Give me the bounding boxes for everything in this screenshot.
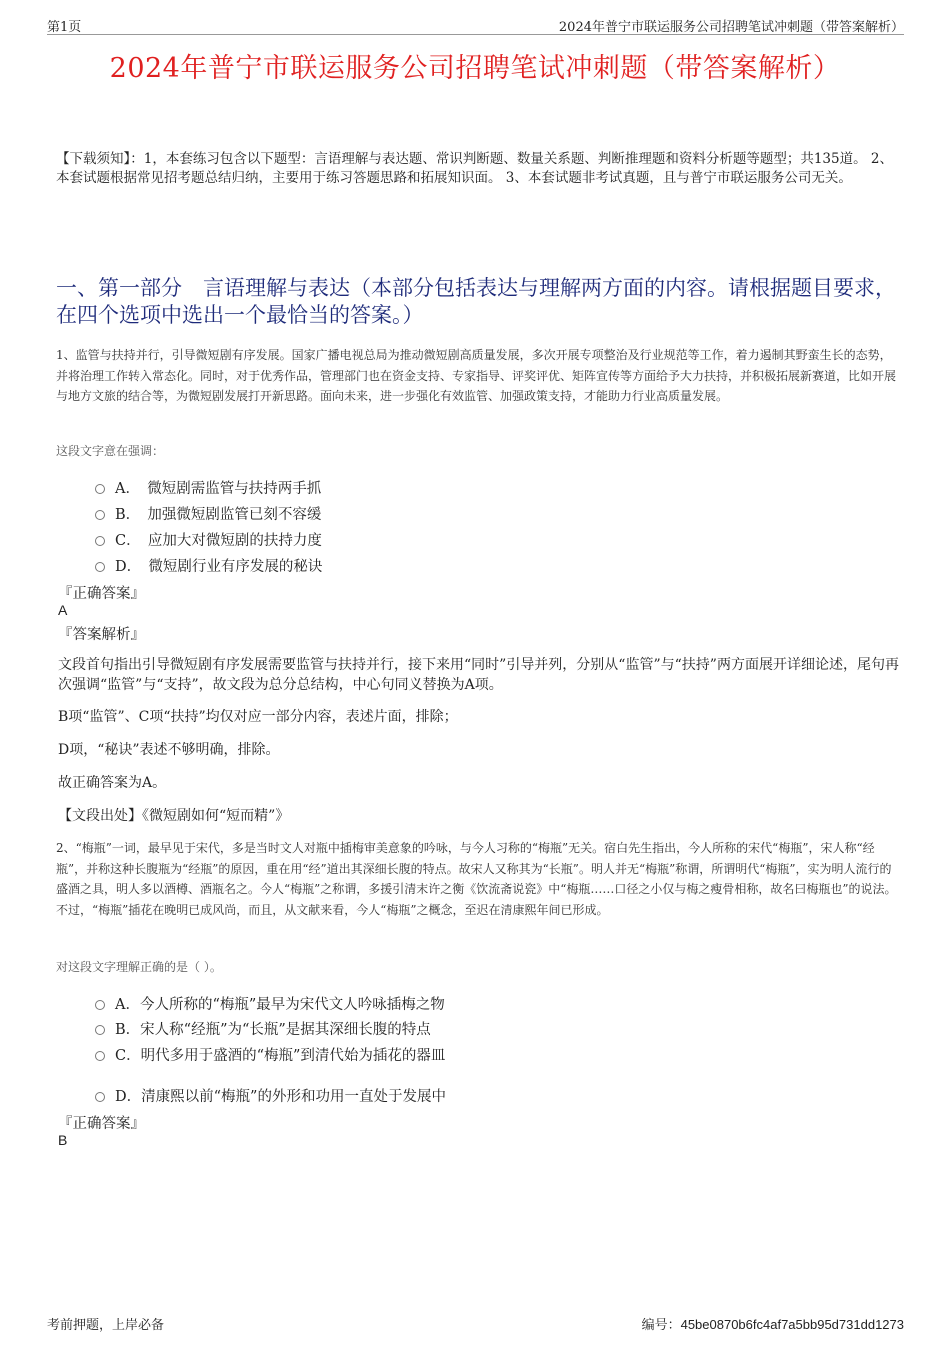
q1-correct-answer: A xyxy=(58,602,68,618)
footer-code xyxy=(642,1314,904,1333)
option-label: B． 加强微短剧监管已刻不容缓 xyxy=(115,507,322,523)
download-notice: 【下载须知】：1，本套练习包含以下题型：言语理解与表达题、常识判断题、数量关系题、判断推理题和资料分析题等题型；共135道。 2、本套试题根据常见招考题总结归纳，主要用于练习答题思路和拓展知识面。 3、本套试题非考试真题，且与普宁市联运服务公司无关。 xyxy=(56,151,893,186)
q2-passage: 2、“梅瓶”一词，最早见于宋代，多是当时文人对瓶中插梅审美意象的吟咏，与今人习称的“梅瓶”无关。宿白先生指出，今人所称的宋代“梅瓶”，宋人称“经瓶”，并称这种长腹瓶为“经瓶”的原因，重在用“经”道出其深细长腹的特点。故宋人又称其为“长瓶”。明人并无“梅瓶”称谓，所谓明代“梅瓶”，实为明人流行的盛酒之具，明人多以酒樽、酒瓶名之。今人“梅瓶”之称谓，多援引清末许之衡《饮流斋说瓷》中“梅瓶……口径之小仅与梅之瘦骨相称，故名曰梅瓶也”的说法。不过，“梅瓶”插花在晚明已成风尚，而且，从文献来看，今人“梅瓶”之概念，至迟在清康熙年间已形成。 xyxy=(56,841,897,917)
q2-option-c[interactable] xyxy=(95,1044,445,1065)
radio-icon[interactable] xyxy=(95,562,105,572)
radio-icon[interactable] xyxy=(95,1025,105,1035)
option-label: C．明代多用于盛酒的“梅瓶”到清代始为插花的器皿 xyxy=(115,1048,446,1064)
q1-option-a[interactable] xyxy=(95,477,321,498)
option-label: C． 应加大对微短剧的扶持力度 xyxy=(115,533,322,549)
option-label: D． 微短剧行业有序发展的秘诀 xyxy=(115,559,323,575)
radio-icon[interactable] xyxy=(95,1000,105,1010)
q1-analysis-paragraph: B项“监管”、C项“扶持”均仅对应一部分内容，表述片面，排除； xyxy=(58,709,458,725)
q1-passage: 1、监管与扶持并行，引导微短剧有序发展。国家广播电视总局为推动微短剧高质量发展，多次开展专项整治及行业规范等工作，着力遏制其野蛮生长的态势，并将治理工作转入常态化。同时，对于优秀作品，管理部门也在资金支持、专家指导、评奖评优、矩阵宣传等方面给予大力扶持，并积极拓展新赛道，比如开展与地方文旅的结合等，为微短剧发展打开新思路。面向未来，进一步强化有效监管、加强政策支持，才能助力行业高质量发展。 xyxy=(56,348,897,403)
footer-slogan: 考前押题，上岸必备 xyxy=(47,1318,165,1333)
q2-stem: 对这段文字理解正确的是（ ）。 xyxy=(56,960,222,974)
footer-code-value: 45be0870b6fc4af7a5bb95d731dd1273 xyxy=(680,1317,904,1332)
page-title: 2024年普宁市联运服务公司招聘笔试冲刺题（带答案解析） xyxy=(109,53,841,84)
q1-option-c[interactable] xyxy=(95,529,322,550)
q1-analysis-paragraph: D项，“秘诀”表述不够明确，排除。 xyxy=(58,742,280,758)
q2-correct-label: 『正确答案』 xyxy=(58,1116,145,1132)
header-doc-title: 2024年普宁市联运服务公司招聘笔试冲刺题（带答案解析） xyxy=(558,20,904,35)
option-label: A． 微短剧需监管与扶持两手抓 xyxy=(115,481,322,497)
q2-option-b[interactable] xyxy=(95,1018,431,1039)
q1-option-d[interactable] xyxy=(95,555,322,576)
radio-icon[interactable] xyxy=(95,484,105,494)
q1-analysis-paragraph: 文段首句指出引导微短剧有序发展需要监管与扶持并行，接下来用“同时”引导并列，分别从“监管”与“扶持”两方面展开详细论述，尾句再次强调“监管”与“支持”，故文段为总分总结构，中心句同义替换为A项。 xyxy=(58,657,899,693)
footer-code-label: 编号： xyxy=(641,1318,681,1333)
q2-option-d[interactable] xyxy=(95,1085,446,1106)
q2-option-a[interactable] xyxy=(95,993,445,1014)
q1-analysis-paragraph: 故正确答案为A。 xyxy=(58,775,167,791)
q1-stem: 这段文字意在强调： xyxy=(56,444,165,458)
radio-icon[interactable] xyxy=(95,1092,105,1102)
q1-correct-label: 『正确答案』 xyxy=(58,586,145,602)
radio-icon[interactable] xyxy=(95,536,105,546)
q1-analysis-label: 『答案解析』 xyxy=(58,627,145,643)
page-number: 第1页 xyxy=(47,20,82,35)
radio-icon[interactable] xyxy=(95,510,105,520)
option-label: B．宋人称“经瓶”为“长瓶”是据其深细长腹的特点 xyxy=(115,1022,431,1038)
page-header xyxy=(47,14,904,35)
option-label: A．今人所称的“梅瓶”最早为宋代文人吟咏插梅之物 xyxy=(115,997,445,1013)
section-heading: 一、第一部分 言语理解与表达（本部分包括表达与理解两方面的内容。请根据题目要求，在四个选项中选出一个最恰当的答案。） xyxy=(56,276,896,327)
q1-source: 【文段出处】《微短剧如何“短而精”》 xyxy=(58,808,290,824)
option-label: D．清康熙以前“梅瓶”的外形和功用一直处于发展中 xyxy=(115,1089,446,1105)
q2-correct-answer: B xyxy=(58,1132,68,1148)
q1-option-b[interactable] xyxy=(95,503,321,524)
radio-icon[interactable] xyxy=(95,1051,105,1061)
